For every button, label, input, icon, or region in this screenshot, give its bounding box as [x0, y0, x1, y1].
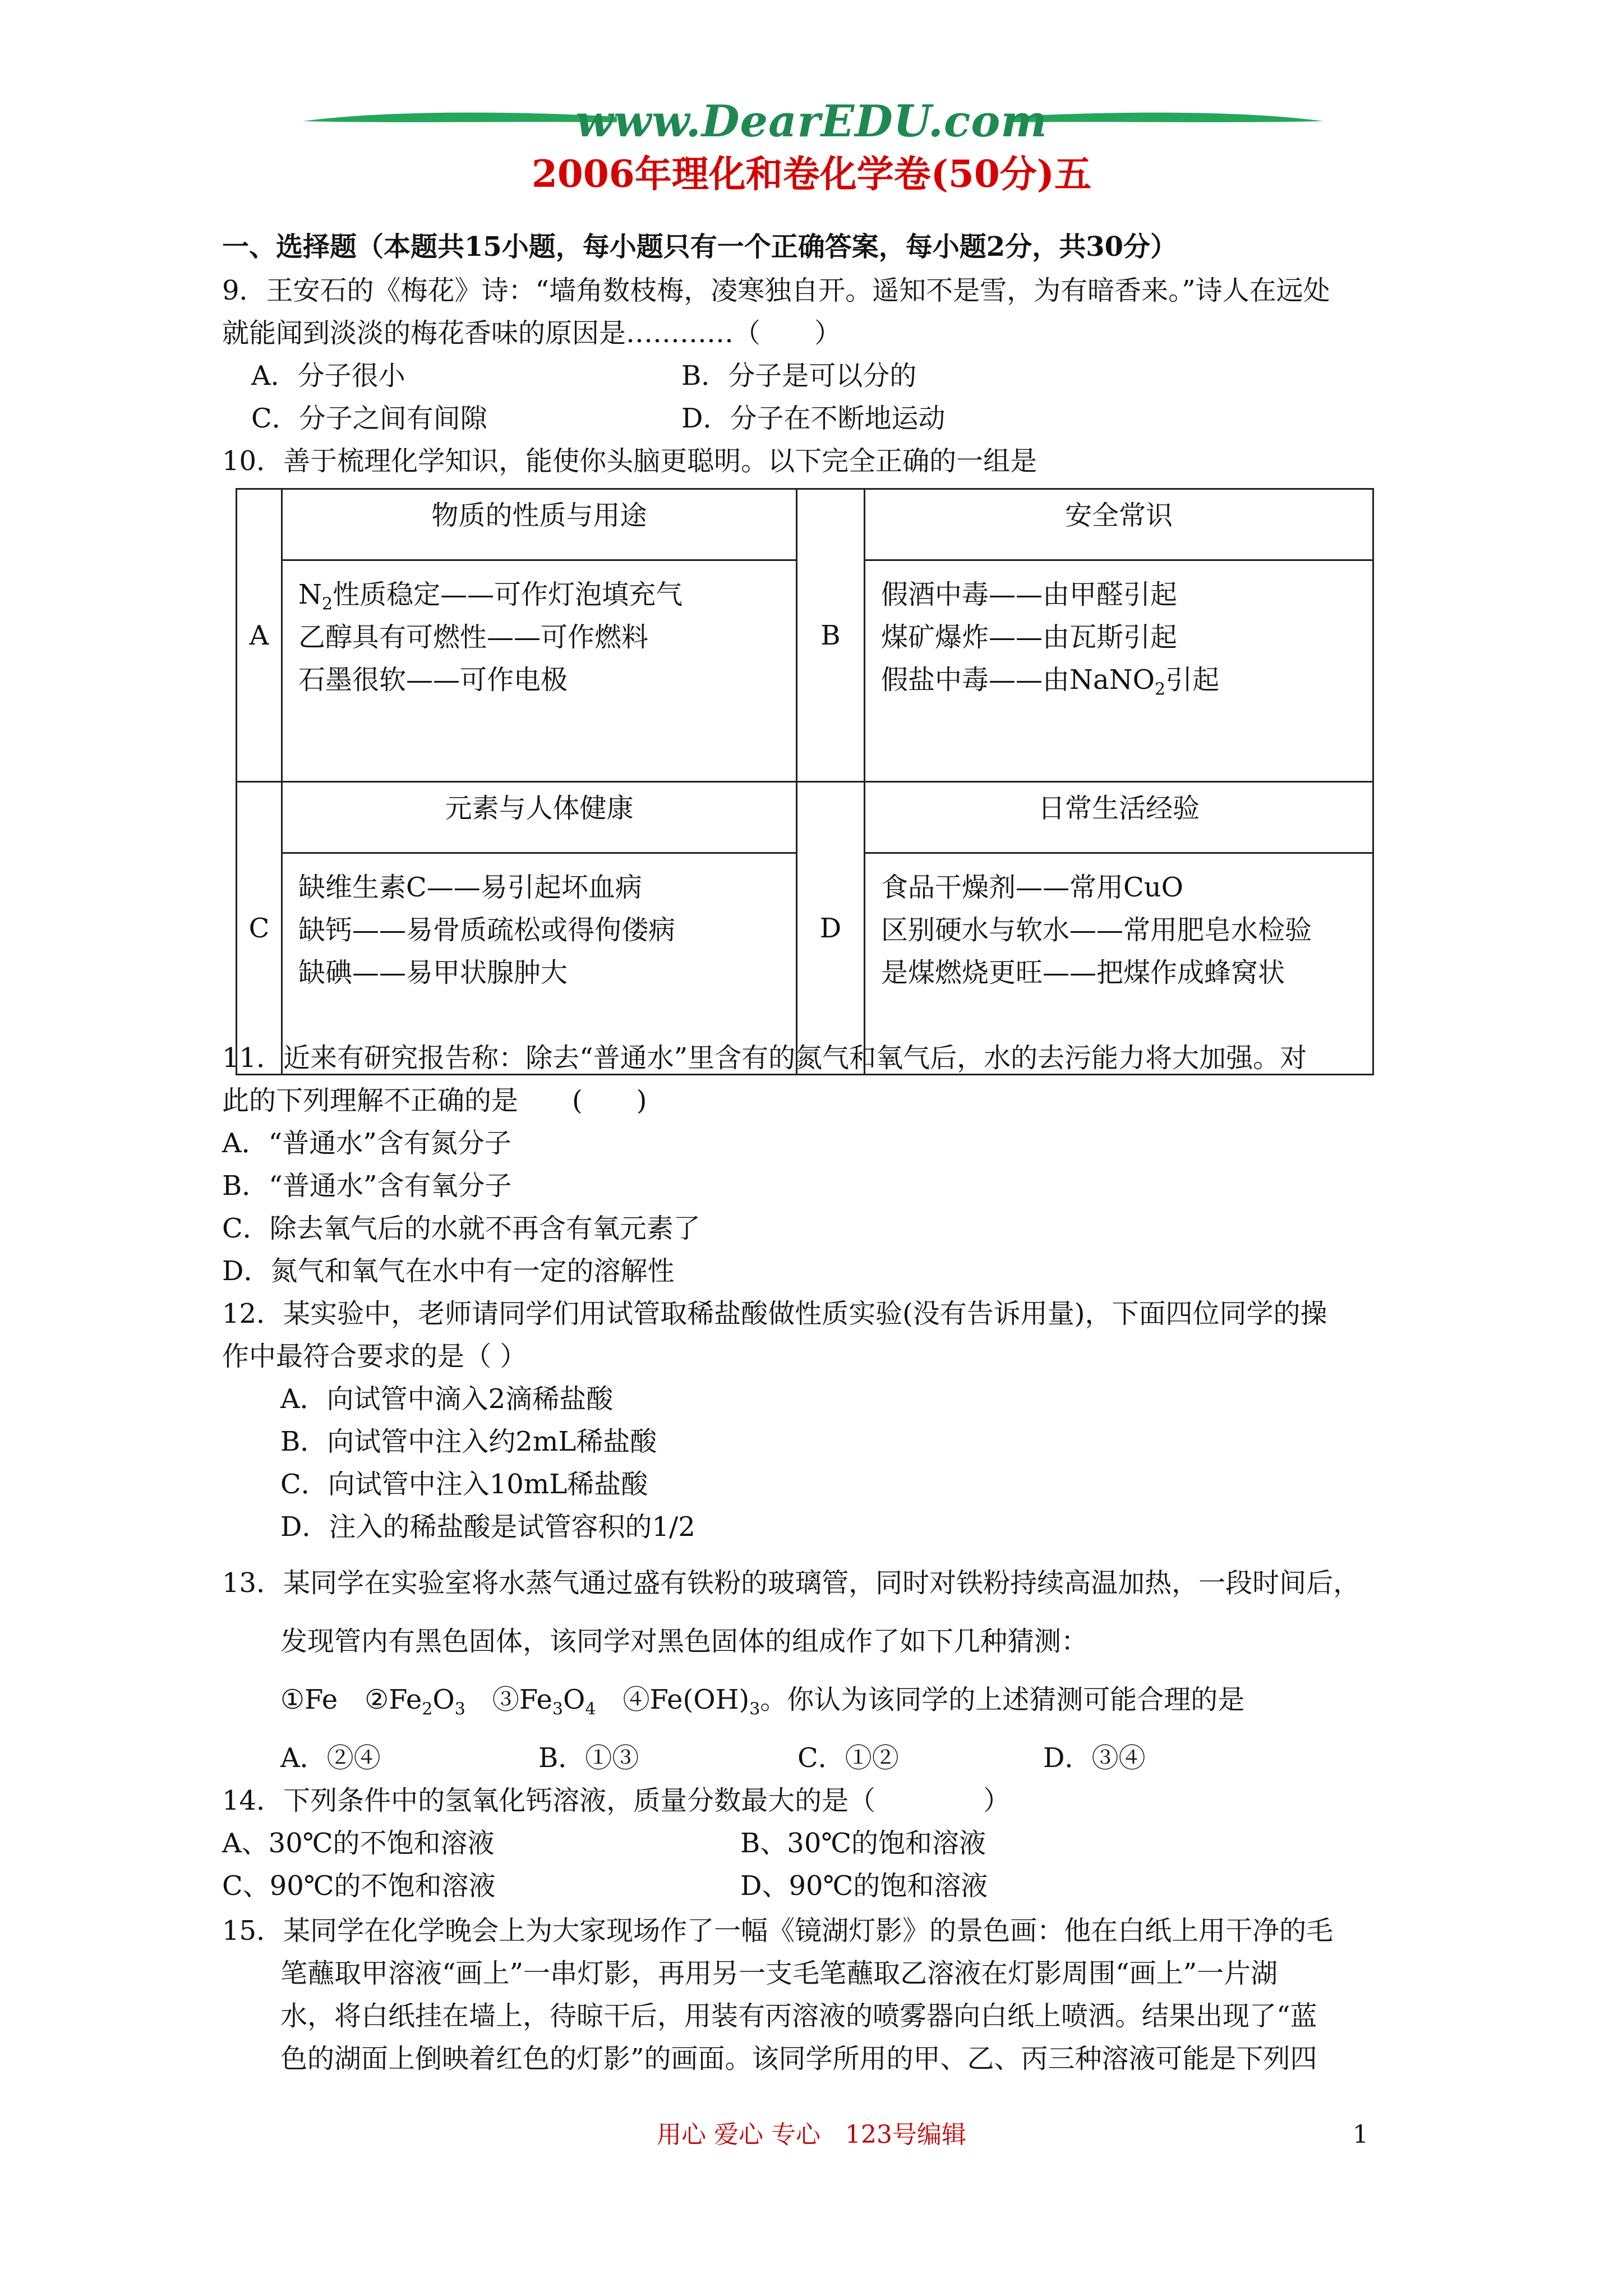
q10-a-line3: 石墨很软——可作电极	[298, 664, 568, 696]
q9-option-a: A．分子很小	[251, 360, 405, 392]
q13-option-c: C．①②	[797, 1742, 899, 1774]
q10-stem: 10．善于梳理化学知识，能使你头脑更聪明。以下完全正确的一组是	[222, 445, 1038, 477]
q15-stem-line4: 色的湖面上倒映着红色的灯影”的画面。该同学所用的甲、乙、丙三种溶液可能是下列四	[280, 2043, 1317, 2074]
q10-cell-head-a: 物质的性质与用途	[282, 489, 797, 560]
q11-stem-line1: 11．近来有研究报告称：除去“普通水”里含有的氮气和氧气后，水的去污能力将大加强。对	[222, 1042, 1307, 1074]
q9-option-d: D．分子在不断地运动	[681, 403, 946, 434]
q10-cell-letter-b: B	[797, 489, 865, 782]
q10-cell-letter-c: C	[237, 782, 282, 1075]
footer-credit: 用心 爱心 专心 123号编辑	[657, 2120, 966, 2149]
q13-option-d: D．③④	[1043, 1742, 1146, 1774]
q10-table	[236, 488, 1374, 1075]
q11-option-c: C．除去氧气后的水就不再含有氧元素了	[222, 1213, 700, 1244]
q10-cell-head-d: 日常生活经验	[865, 782, 1373, 853]
page-title: 2006年理化和卷化学卷(50分)五	[532, 152, 1091, 196]
q14-option-c: C、90℃的不饱和溶液	[222, 1870, 496, 1902]
q9-stem-line1: 9．王安石的《梅花》诗：“墙角数枝梅，凌寒独自开。遥知不是雪，为有暗香来。”诗人在远处	[222, 275, 1330, 306]
q13-guesses: ①Fe $②Fe_2O_3$ $③Fe_3O_4$ $④Fe(OH)_3$。你认为该同学的上述猜测可能合理的是	[280, 1684, 1245, 1719]
q10-cell-body-b	[865, 560, 1373, 782]
q14-option-a: A、30℃的不饱和溶液	[222, 1828, 495, 1859]
q13-stem-line1: 13．某同学在实验室将水蒸气通过盛有铁粉的玻璃管，同时对铁粉持续高温加热，一段时间后，	[222, 1567, 1361, 1599]
q9-stem-line2: 就能闻到淡淡的梅花香味的原因是…………（ ）	[222, 318, 842, 349]
q11-option-d: D．氮气和氧气在水中有一定的溶解性	[222, 1255, 675, 1287]
q14-option-d: D、90℃的饱和溶液	[740, 1870, 988, 1902]
page-number: 1	[1353, 2120, 1368, 2149]
q10-a-line1: $N_2$性质稳定——可作灯泡填充气	[298, 579, 683, 614]
q11-option-b: B．“普通水”含有氧分子	[222, 1170, 512, 1202]
q10-cell-body-a	[282, 560, 797, 782]
q15-stem-line1: 15．某同学在化学晚会上为大家现场作了一幅《镜湖灯影》的景色画：他在白纸上用干净的毛	[222, 1915, 1334, 1947]
q12-option-d: D．注入的稀盐酸是试管容积的1/2	[280, 1511, 695, 1543]
q11-option-a: A．“普通水”含有氮分子	[222, 1128, 511, 1159]
q10-b-line1: 假酒中毒——由甲醛引起	[881, 579, 1178, 610]
q12-stem-line2: 作中最符合要求的是（ ）	[222, 1341, 527, 1372]
q13-stem-line2: 发现管内有黑色固体，该同学对黑色固体的组成作了如下几种猜测：	[280, 1626, 1089, 1657]
q10-d-line3: 是煤燃烧更旺——把煤作成蜂窝状	[881, 957, 1285, 988]
q10-b-line2: 煤矿爆炸——由瓦斯引起	[881, 622, 1178, 653]
q10-a-line2: 乙醇具有可燃性——可作燃料	[298, 622, 649, 653]
site-url: www.DearEDU.com	[575, 96, 1048, 147]
q12-stem-line1: 12．某实验中，老师请同学们用试管取稀盐酸做性质实验(没有告诉用量)，下面四位同学的操	[222, 1298, 1327, 1329]
q10-cell-head-c: 元素与人体健康	[282, 782, 797, 853]
q9-option-c: C．分子之间有间隙	[251, 403, 487, 434]
q11-stem-line2: 此的下列理解不正确的是 ( )	[222, 1085, 647, 1116]
q10-cell-letter-a: A	[237, 489, 282, 782]
q14-option-b: B、30℃的饱和溶液	[740, 1828, 986, 1859]
q14-stem: 14．下列条件中的氢氧化钙溶液，质量分数最大的是（ ）	[222, 1785, 1011, 1816]
q10-c-line3: 缺碘——易甲状腺肿大	[298, 957, 568, 988]
q12-option-b: B．向试管中注入约2mL稀盐酸	[280, 1426, 657, 1457]
q15-stem-line2: 笔蘸取甲溶液“画上”一串灯影，再用另一支毛笔蘸取乙溶液在灯影周围“画上”一片湖	[280, 1958, 1278, 1989]
q13-option-b: B．①③	[538, 1742, 639, 1774]
q10-d-line2: 区别硬水与软水——常用肥皂水检验	[881, 914, 1312, 946]
section-heading: 一、选择题（本题共15小题，每小题只有一个正确答案，每小题2分，共30分）	[222, 231, 1177, 263]
q12-option-a: A．向试管中滴入2滴稀盐酸	[280, 1383, 614, 1415]
q10-cell-head-b: 安全常识	[865, 489, 1373, 560]
q13-option-a: A．②④	[280, 1742, 381, 1774]
q10-d-line1: 食品干燥剂——常用CuO	[881, 872, 1183, 903]
q12-option-c: C．向试管中注入10mL稀盐酸	[280, 1469, 648, 1500]
q10-b-line3: 假盐中毒——由NaNO$_2$引起	[881, 664, 1220, 700]
q15-stem-line3: 水，将白纸挂在墙上，待晾干后，用装有丙溶液的喷雾器向白纸上喷洒。结果出现了“蓝	[280, 2000, 1317, 2032]
q10-cell-letter-d: D	[797, 782, 865, 1075]
q9-option-b: B．分子是可以分的	[681, 360, 917, 392]
q10-c-line1: 缺维生素C——易引起坏血病	[298, 872, 642, 903]
q10-c-line2: 缺钙——易骨质疏松或得佝偻病	[298, 914, 676, 946]
